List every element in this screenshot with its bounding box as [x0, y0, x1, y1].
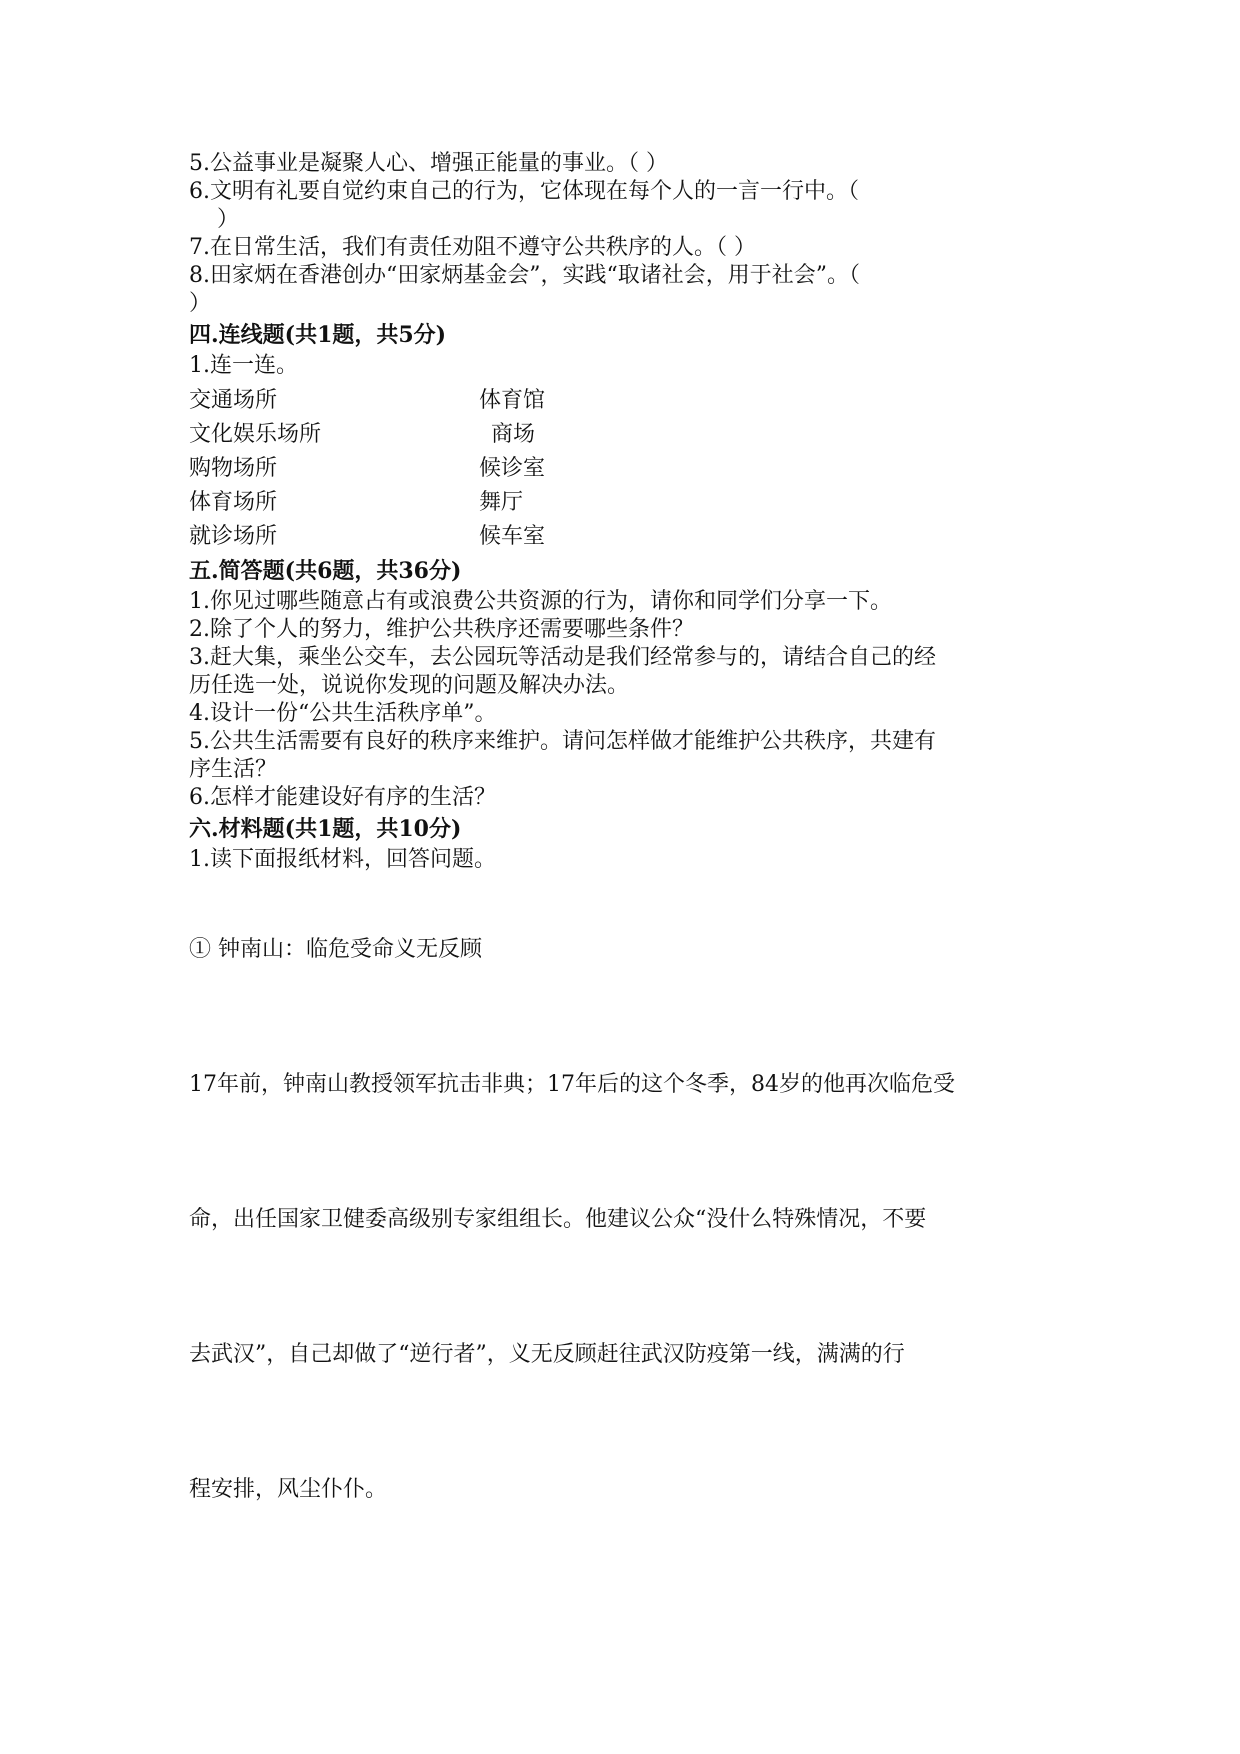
match-right-item[interactable]: 候诊室: [479, 456, 546, 481]
section-5-title: 五.简答题(共6题，共36分): [189, 558, 462, 584]
match-row: [189, 418, 1069, 452]
tf-item-7: 7.在日常生活，我们有责任劝阻不遵守公共秩序的人。（ ）: [189, 235, 756, 260]
material-line: 17年前，钟南山教授领军抗击非典；17年后的这个冬季，84岁的他再次临危受: [189, 1072, 955, 1097]
section-6-title: 六.材料题(共1题，共10分): [189, 816, 462, 842]
match-right-item[interactable]: 商场: [491, 422, 536, 447]
match-right-item[interactable]: 体育馆: [479, 388, 546, 413]
tf-item-6: 6.文明有礼要自觉约束自己的行为，它体现在每个人的一言一行中。（: [189, 179, 859, 204]
tf-item-8: 8.田家炳在香港创办“田家炳基金会”，实践“取诸社会，用于社会”。（: [189, 263, 860, 288]
match-row: [189, 452, 1069, 486]
match-row: [189, 486, 1069, 520]
short-answer-line: 6.怎样才能建设好有序的生活？: [189, 785, 496, 810]
section-4-title: 四.连线题(共1题，共5分): [189, 322, 447, 348]
short-answer-line: 序生活？: [189, 757, 278, 782]
match-right-item[interactable]: 候车室: [479, 524, 546, 549]
material-line: 程安排，风尘仆仆。: [189, 1477, 388, 1502]
match-row: [189, 520, 1069, 554]
match-left-item[interactable]: 就诊场所: [189, 524, 278, 549]
section-6-question: 1.读下面报纸材料，回答问题。: [189, 847, 496, 872]
material-title: ① 钟南山：临危受命义无反顾: [189, 937, 482, 962]
match-row: [189, 384, 1069, 418]
section-4-question: 1.连一连。: [189, 353, 298, 378]
short-answer-line: 5.公共生活需要有良好的秩序来维护。请问怎样做才能维护公共秩序，共建有: [189, 729, 936, 754]
short-answer-line: 1.你见过哪些随意占有或浪费公共资源的行为，请你和同学们分享一下。: [189, 589, 892, 614]
match-left-item[interactable]: 购物场所: [189, 456, 278, 481]
tf-item-5: 5.公益事业是凝聚人心、增强正能量的事业。（ ）: [189, 151, 668, 176]
match-right-item[interactable]: 舞厅: [479, 490, 524, 515]
tf-item-8-blank: ）: [189, 291, 212, 316]
short-answer-line: 3.赶大集，乘坐公交车，去公园玩等活动是我们经常参与的，请结合自己的经: [189, 645, 936, 670]
match-left-item[interactable]: 交通场所: [189, 388, 278, 413]
tf-item-6-blank: ）: [189, 207, 239, 232]
short-answer-line: 历任选一处，说说你发现的问题及解决办法。: [189, 673, 630, 698]
material-line: 去武汉”，自己却做了“逆行者”，义无反顾赶往武汉防疫第一线，满满的行: [189, 1342, 905, 1367]
match-left-item[interactable]: 文化娱乐场所: [189, 422, 322, 447]
short-answer-list: [189, 588, 1069, 812]
matching-table: [189, 384, 1069, 554]
true-false-section: [189, 150, 1069, 318]
short-answer-line: 2.除了个人的努力，维护公共秩序还需要哪些条件？: [189, 617, 694, 642]
exam-page: [189, 150, 1069, 1502]
short-answer-line: 4.设计一份“公共生活秩序单”。: [189, 701, 497, 726]
match-left-item[interactable]: 体育场所: [189, 490, 278, 515]
material-line: 命，出任国家卫健委高级别专家组组长。他建议公众“没什么特殊情况，不要: [189, 1207, 927, 1232]
